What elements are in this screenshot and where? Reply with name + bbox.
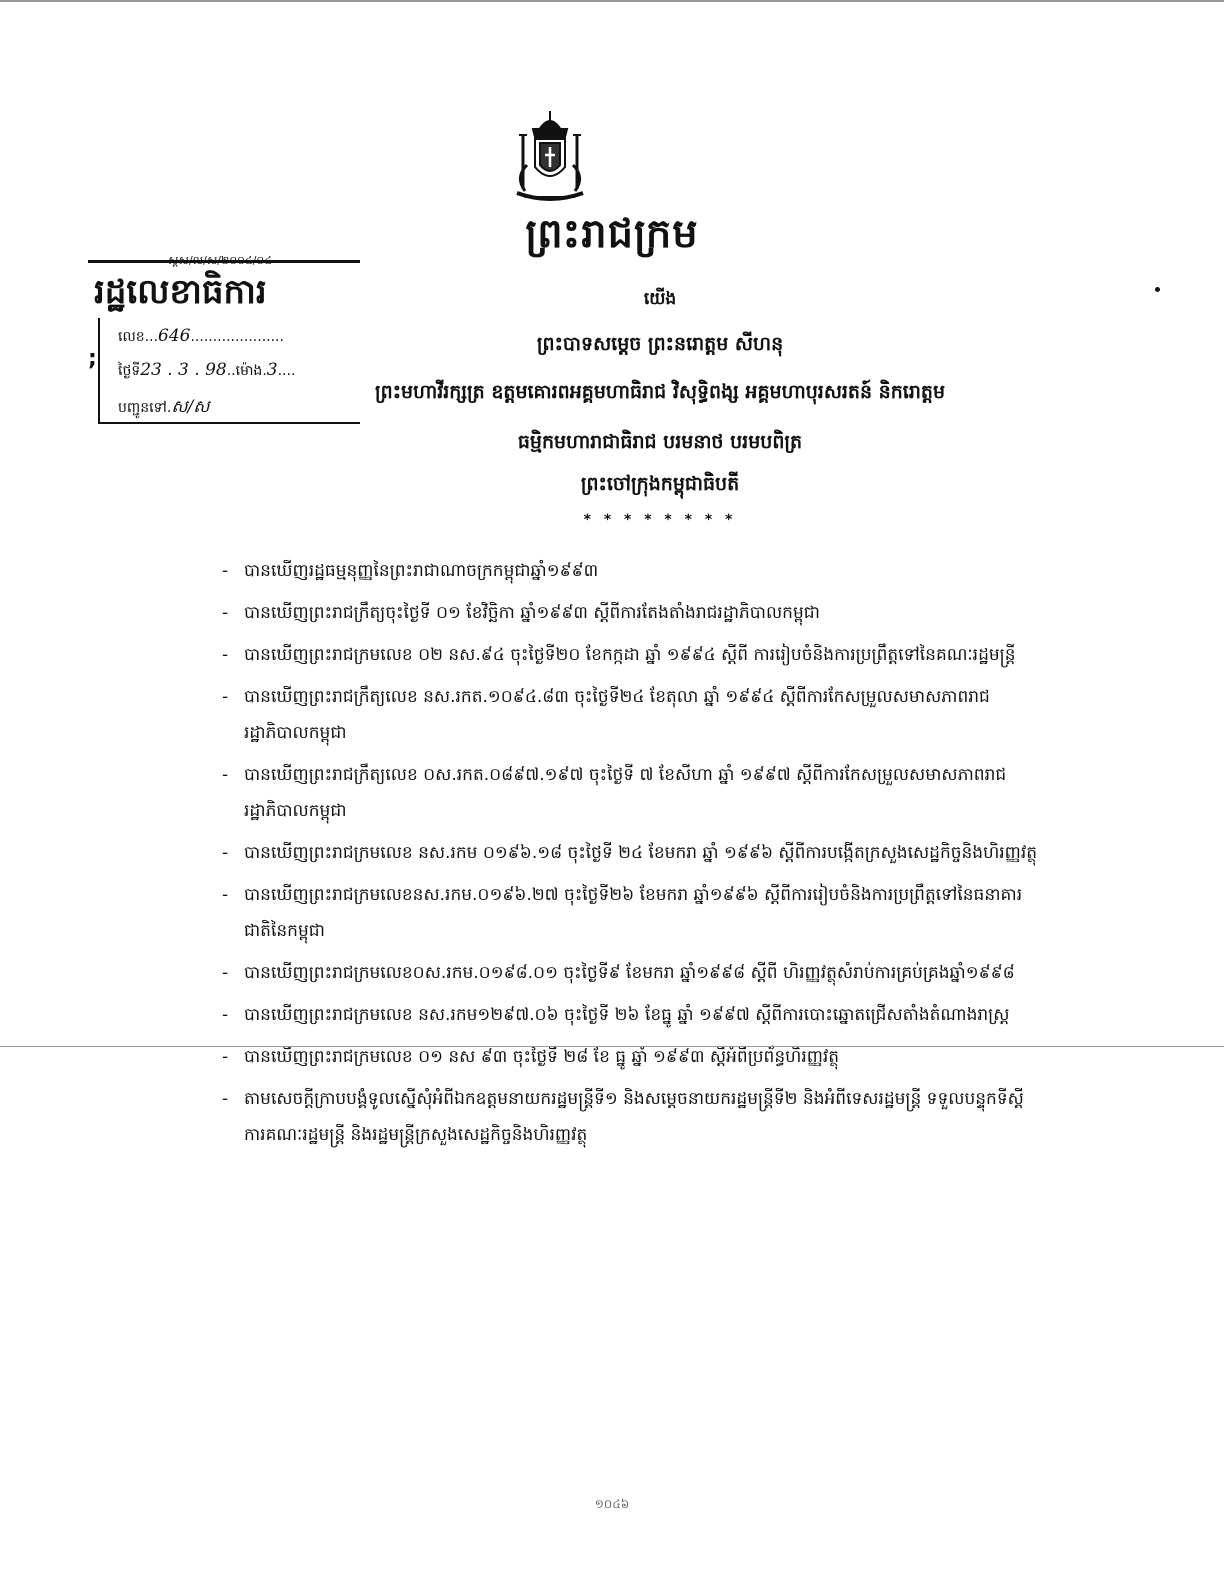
clause-item	[222, 679, 1042, 751]
clause-item	[222, 553, 1042, 589]
clause-dash: -	[222, 1047, 229, 1067]
stamp-heading: រដ្ឋលេខាធិការ	[88, 260, 360, 318]
stamp-number-value: 646	[158, 326, 191, 346]
clause-item	[222, 595, 1042, 631]
clause-text: បានឃើញរដ្ឋធម្មនុញ្ញនៃព្រះរាជាណាចក្រកម្ពុជាឆ្នាំ១៩៩៣	[244, 561, 599, 581]
clause-dash: -	[222, 963, 229, 983]
clause-item	[222, 637, 1042, 673]
stamp-sent-value: ស/ស	[171, 397, 210, 417]
royal-arms-emblem-icon	[495, 105, 605, 215]
clause-text: បានឃើញព្រះរាជក្រឹត្យលេខ នស.រកត.១០៩៤.៨៣ ចុះថ្ងៃទី២៤ ខែតុលា ឆ្នាំ ១៩៩៤ ស្តីពីការកែសម្រួលសមាសភាពរាជរដ្ឋាភិបាលកម្ពុជា	[244, 687, 990, 743]
clause-item	[222, 1081, 1042, 1153]
we-line: យើង	[643, 289, 677, 309]
scan-divider-line	[0, 1046, 1224, 1047]
clause-item	[222, 997, 1042, 1033]
king-title-line-3: ធម្មិកមហារាជាធិរាជ បរមនាថ បរមបពិត្រ	[517, 431, 803, 453]
stamp-sent-label: បញ្ជូនទៅ	[118, 400, 167, 416]
clause-text: បានឃើញព្រះរាជក្រមលេខ ០១ នស ៩៣ ចុះថ្ងៃទី ២៨ ខែ ធ្នូ ឆ្នាំ ១៩៩៣ ស្តីអំពីប្រព័ន្ធហិរញ្ញវត្ថុ	[244, 1047, 840, 1067]
clause-dash: -	[222, 645, 229, 665]
clause-text: បានឃើញព្រះរាជក្រមលេខ នស.រកម ០១៩៦.១៨ ចុះថ្ងៃទី ២៤ ខែមករា ឆ្នាំ ១៩៩៦ ស្តីពីការបង្កើតក្រសួងសេដ្ឋកិច្ចនិងហិរញ្ញវត្ថុ	[244, 843, 1038, 863]
scan-speck	[1155, 287, 1160, 292]
clause-dash: -	[222, 561, 229, 581]
stamp-time-value: 3	[266, 360, 278, 380]
clause-dash: -	[222, 603, 229, 623]
clause-dash: -	[222, 1005, 229, 1025]
stamp-date-row: ថ្ងៃទី23 . 3 . 98..ម៉ោង.3....	[118, 360, 296, 380]
clause-dash: -	[222, 765, 229, 785]
separator-stars: * * * * * * * *	[583, 512, 737, 528]
stamp-bracket-mark: ;	[88, 346, 97, 371]
clause-item	[222, 1039, 1042, 1075]
stamp-date-value: 23 . 3 . 98	[140, 360, 227, 380]
clause-text: បានឃើញព្រះរាជក្រឹត្យលេខ ០ស.រកត.០៨៩៧.១៩៧ ចុះថ្ងៃទី ៧ ខែសីហា ឆ្នាំ ១៩៩៧ ស្តីពីការកែសម្រួលសមាសភាពរាជរដ្ឋាភិបាលកម្ពុជា	[244, 765, 1007, 821]
page-number: ១០៤៦	[594, 1497, 630, 1511]
registry-stamp	[98, 318, 360, 424]
clause-text: បានឃើញព្រះរាជក្រឹត្យចុះថ្ងៃទី ០១ ខែវិច្ឆិកា ឆ្នាំ១៩៩៣ ស្តីពីការតែងតាំងរាជរដ្ឋាភិបាលកម្ពុជា	[244, 603, 820, 623]
stamp-sent-row: បញ្ជូនទៅ.ស/ស	[118, 397, 210, 417]
stamp-number-label: លេខ	[118, 329, 145, 345]
clause-text: បានឃើញព្រះរាជក្រមលេខ០ស.រកម.០១៩៨.០១ ចុះថ្ងៃទី៩ ខែមករា ឆ្នាំ១៩៩៨ ស្តីពី ហិរញ្ញវត្ថុសំរាប់ការគ្រប់គ្រងឆ្នាំ១៩៩៨	[244, 963, 1015, 983]
stamp-time-label: ម៉ោង	[235, 363, 263, 379]
clause-text: តាមសេចក្តីក្រាបបង្គំទូលស្នើសុំអំពីឯកឧត្តមនាយករដ្ឋមន្ត្រីទី១ និងសម្តេចនាយករដ្ឋមន្ត្រីទី២ និងអំពីទេសរដ្ឋមន្ត្រី ទទួលបន្ទុកទីស្តីការគណៈរដ្ឋមន្ត្រី និងរដ្ឋមន្ត្រីក្រសួងសេដ្ឋកិច្ចនិងហិរញ្ញវត្ថុ	[244, 1089, 1024, 1145]
clause-dash: -	[222, 1089, 229, 1109]
clause-dash: -	[222, 687, 229, 707]
king-title-line-2: ព្រះមហាវីរក្សត្រ ឧត្តមគោរពអគ្គមហាធិរាជ វិសុទ្ធិពង្ស អគ្គមហាបុរសរតន៍ និករោត្តម	[374, 381, 946, 403]
top-border	[0, 0, 1224, 2]
clause-text: បានឃើញព្រះរាជក្រមលេខ ០២ នស.៩៤ ចុះថ្ងៃទី២០ ខែកក្កដា ឆ្នាំ ១៩៩៤ ស្តីពី ការរៀបចំនិងការប្រព្រឹត្តទៅនៃគណៈរដ្ឋមន្ត្រី	[244, 645, 1016, 665]
preamble-clauses	[222, 553, 1042, 1159]
clause-text: បានឃើញព្រះរាជក្រមលេខនស.រកម.០១៩៦.២៧ ចុះថ្ងៃទី២៦ ខែមករា ឆ្នាំ១៩៩៦ ស្តីពីការរៀបចំនិងការប្រព្រឹត្តទៅនៃធនាគារជាតិនៃកម្ពុជា	[244, 885, 1023, 941]
clause-dash: -	[222, 885, 229, 905]
king-of-cambodia-line: ព្រះចៅក្រុងកម្ពុជាធិបតី	[580, 473, 740, 495]
clause-item	[222, 877, 1042, 949]
clause-item	[222, 835, 1042, 871]
clause-text: បានឃើញព្រះរាជក្រមលេខ នស.រកម១២៩៧.០៦ ចុះថ្ងៃទី ២៦ ខែធ្នូ ឆ្នាំ ១៩៩៧ ស្តីពីការបោះឆ្នោតជ្រើសតាំងតំណាងរាស្ត្រ	[244, 1005, 1010, 1025]
document-title: ព្រះរាជក្រម	[525, 210, 699, 257]
king-title-line-1: ព្រះបាទសម្តេច ព្រះនរោត្តម សីហនុ	[536, 333, 784, 355]
stamp-number-row: លេខ...646.....................	[118, 326, 284, 346]
clause-dash: -	[222, 843, 229, 863]
clause-item	[222, 757, 1042, 829]
stamp-date-label: ថ្ងៃទី	[118, 363, 141, 379]
stamp-reference: ស្ដស/ល/ស/២០០៤/០៤	[168, 254, 272, 267]
clause-item	[222, 955, 1042, 991]
